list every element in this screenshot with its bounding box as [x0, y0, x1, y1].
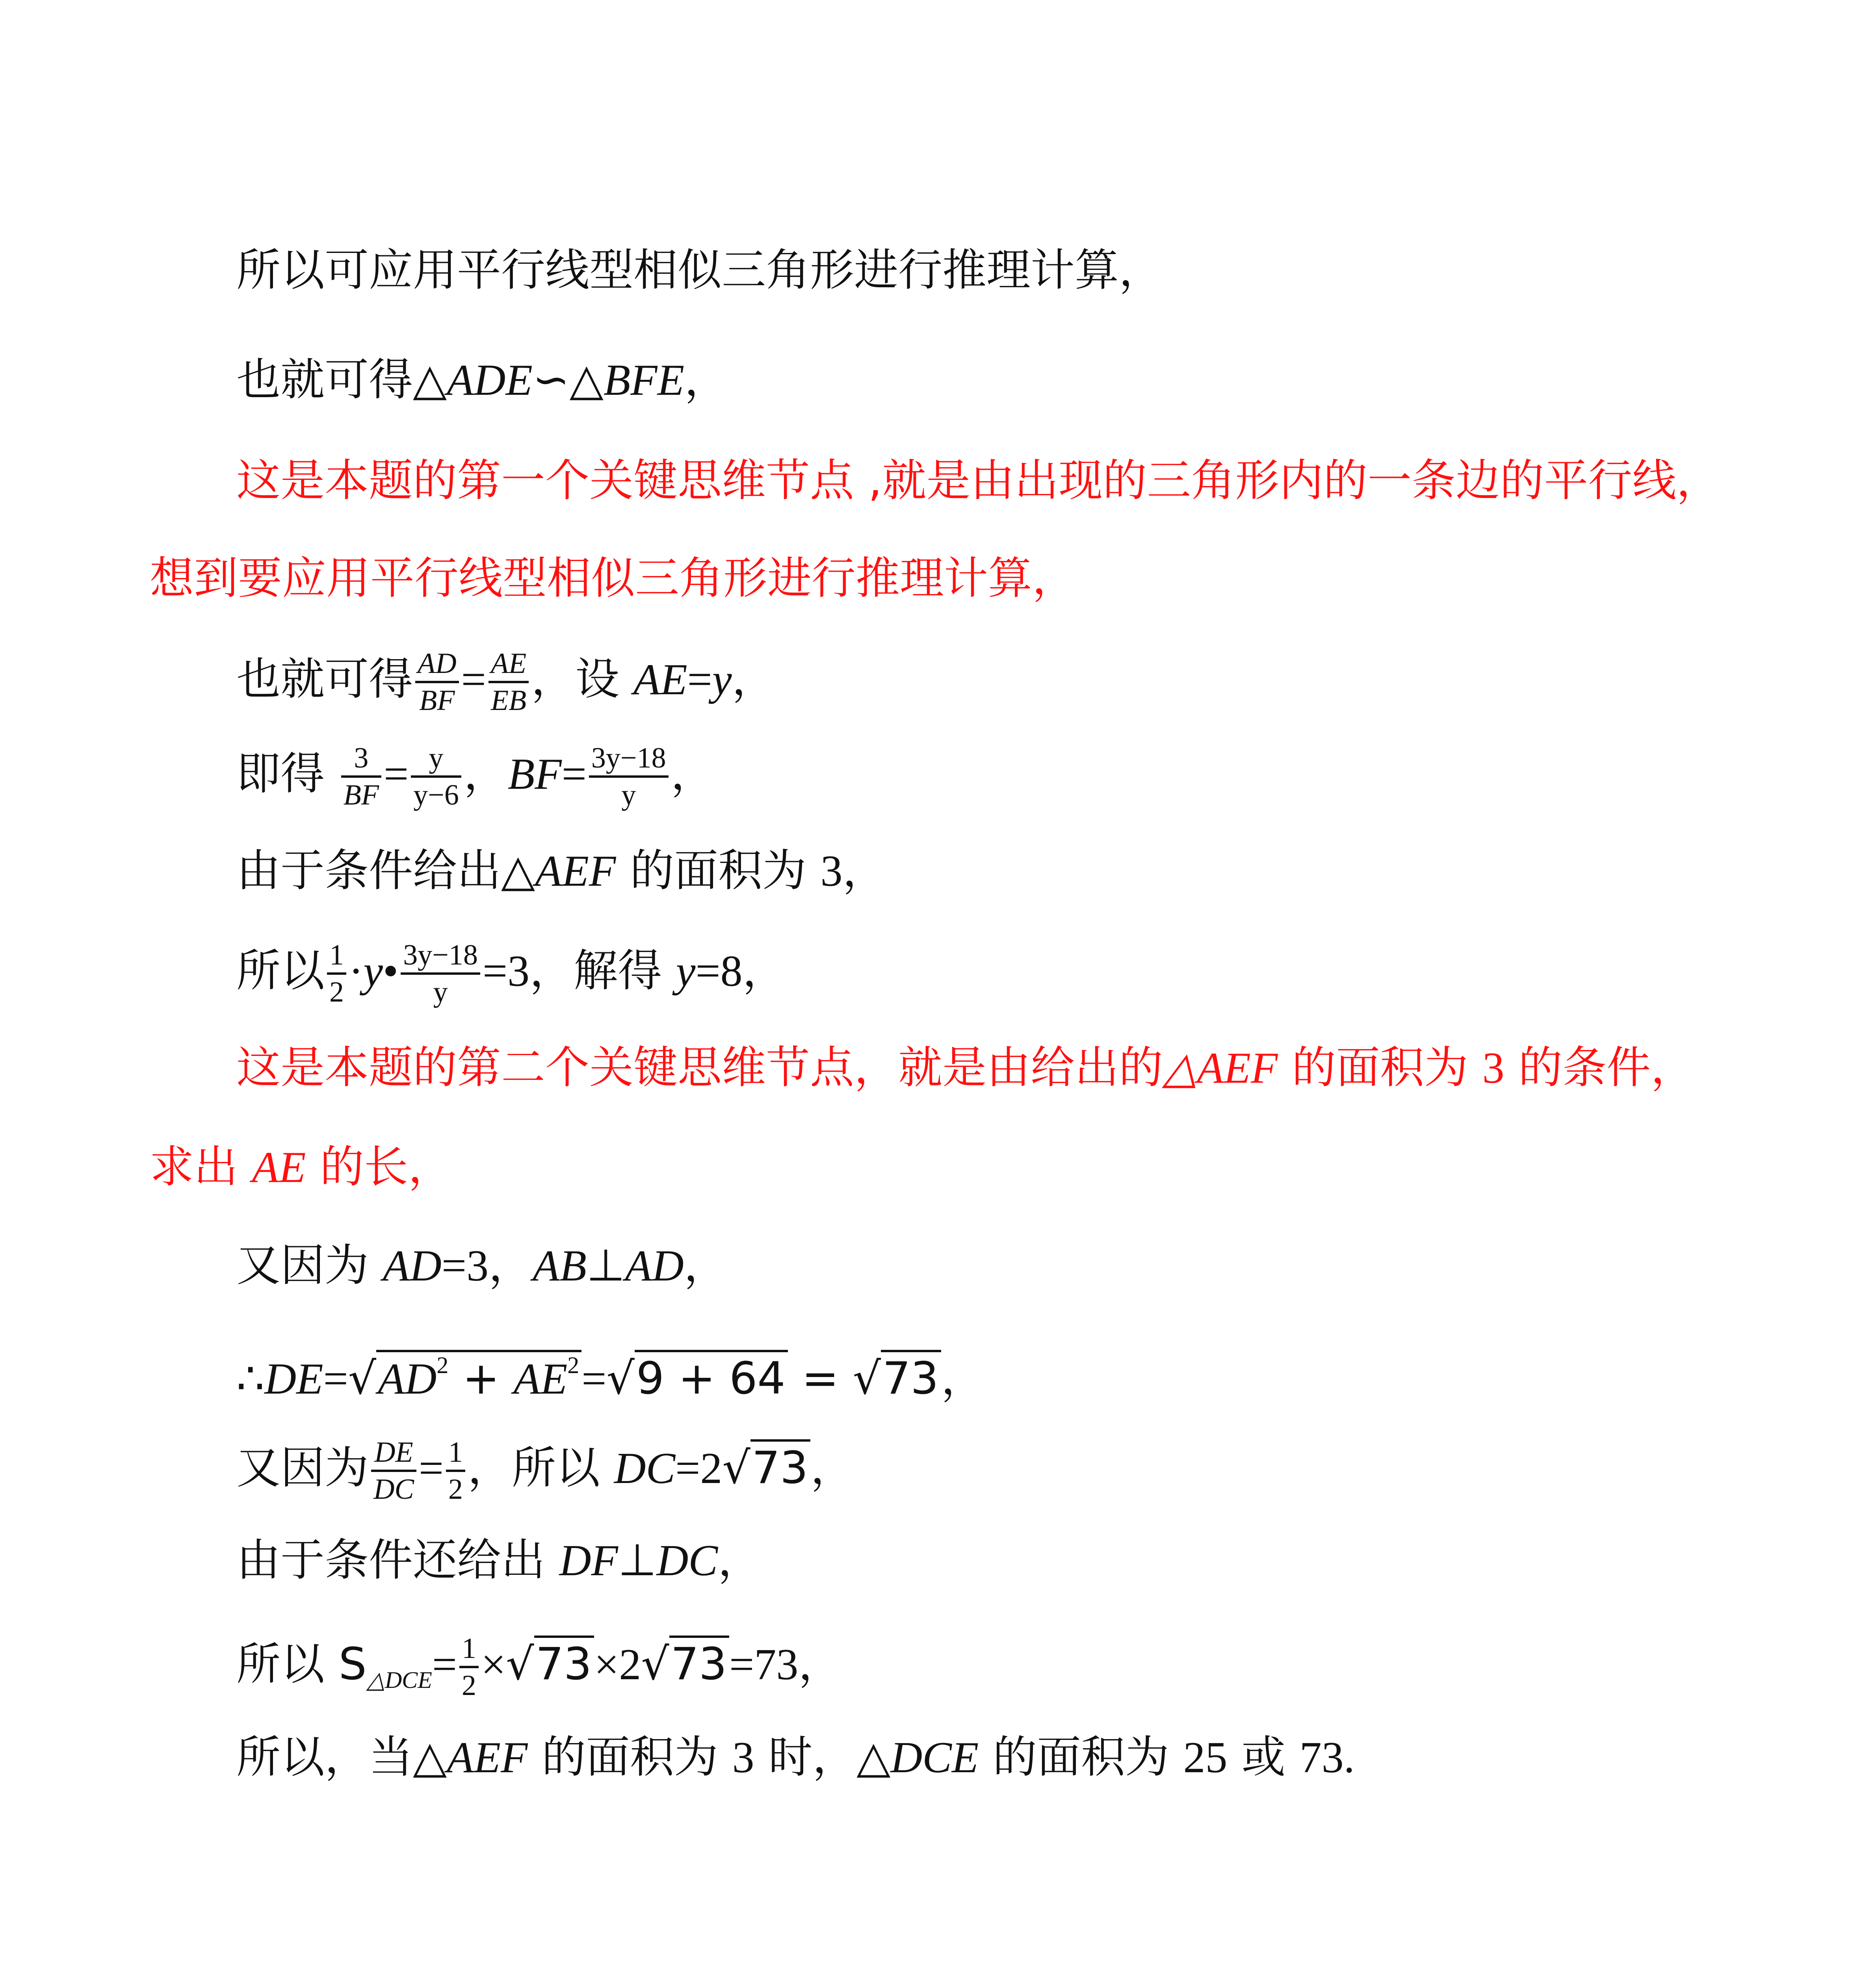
- text: 也就可得: [236, 653, 413, 705]
- radicand: [376, 1350, 581, 1404]
- radicand: 73: [881, 1350, 941, 1404]
- radical-sign: √: [506, 1638, 534, 1690]
- text: 的面积为: [979, 1732, 1183, 1783]
- text: ，: [718, 1535, 762, 1586]
- math: BFE: [603, 356, 685, 405]
- triangle-symbol: △: [501, 847, 535, 896]
- text: 又因为: [236, 1442, 369, 1494]
- denominator: 2: [448, 1473, 463, 1505]
- denominator: DC: [373, 1473, 414, 1505]
- text-line-5: [236, 646, 776, 718]
- math: BF: [507, 749, 562, 799]
- text: ，: [810, 1442, 855, 1494]
- text-line-11: [236, 1238, 728, 1294]
- denominator: BF: [343, 779, 379, 811]
- triangle-symbol: △: [413, 356, 447, 405]
- math: ×2: [594, 1640, 641, 1689]
- therefore-symbol: ∴: [236, 1353, 265, 1404]
- text: 也就可得: [236, 354, 413, 405]
- equals: =: [461, 655, 486, 704]
- math: AD: [383, 1241, 442, 1290]
- exponent: 2: [436, 1352, 449, 1378]
- text: 的面积为: [1278, 1042, 1482, 1093]
- math: △AEF: [1163, 1044, 1278, 1093]
- math: AEF: [535, 847, 616, 896]
- text-line-13: [236, 1435, 854, 1507]
- denominator: BF: [419, 684, 455, 717]
- number: 3: [1482, 1044, 1505, 1093]
- triangle-symbol: △: [569, 356, 604, 405]
- text: 即得: [236, 748, 339, 799]
- highlight-line-4: [150, 1139, 452, 1195]
- radical-sign: √: [641, 1638, 669, 1690]
- math: AE: [633, 655, 687, 704]
- text: 的面积为: [528, 1732, 732, 1783]
- triangle-symbol: △: [856, 1733, 891, 1782]
- fraction: [401, 938, 480, 1009]
- triangle-symbol: △: [413, 1733, 447, 1782]
- math: y: [676, 946, 696, 996]
- math: AE: [252, 1143, 306, 1192]
- radical-sign: √: [348, 1353, 377, 1404]
- equals: =: [432, 1640, 457, 1689]
- text-line-1: 所以可应用平行线型相似三角形进行推理计算，: [236, 245, 1163, 296]
- fraction: [446, 1435, 465, 1507]
- equals: =: [384, 749, 409, 799]
- exponent: 2: [567, 1352, 580, 1378]
- math: =3: [441, 1241, 489, 1290]
- text-line-8: [236, 938, 787, 1009]
- text-line-2: [236, 352, 728, 408]
- fraction: [411, 741, 461, 812]
- times: ×: [481, 1640, 506, 1689]
- text: 的长，: [306, 1141, 453, 1193]
- text: ，: [489, 1240, 533, 1291]
- math: DC: [614, 1444, 676, 1493]
- similar-symbol: ∽: [532, 356, 570, 405]
- numerator: AE: [489, 646, 529, 683]
- perpendicular-symbol: ⊥: [586, 1241, 625, 1290]
- radical-sign: √: [853, 1353, 881, 1404]
- text: ，: [742, 945, 787, 996]
- text: ，: [684, 354, 729, 405]
- math: AD: [625, 1241, 684, 1290]
- text: 或: [1227, 1732, 1300, 1783]
- number: 73.: [1299, 1733, 1355, 1782]
- text-line-15: [236, 1631, 842, 1708]
- radicand: 73: [534, 1635, 594, 1690]
- text: ，所以: [467, 1442, 614, 1494]
- numerator: 1: [459, 1631, 479, 1668]
- numerator: y: [411, 741, 461, 778]
- radical-sign: √: [722, 1442, 750, 1494]
- bullet: •: [383, 946, 399, 996]
- text: ，: [732, 653, 776, 705]
- text: ，设: [531, 653, 633, 705]
- text: 所以 S: [236, 1638, 367, 1690]
- numerator: 1: [327, 938, 346, 975]
- text: 求出: [150, 1141, 252, 1193]
- text: ，: [463, 748, 508, 799]
- numerator: 3y−18: [401, 938, 480, 975]
- fraction: [415, 646, 459, 718]
- text-line-16: [236, 1730, 1355, 1785]
- text: 由于条件给出: [236, 845, 501, 896]
- highlight-line-1: 这是本题的第一个关键思维节点 ,就是由出现的三角形内的一条边的平行线，: [236, 455, 1721, 506]
- radicand: 73: [750, 1439, 811, 1494]
- math: y: [712, 655, 732, 704]
- text: 又因为: [236, 1240, 383, 1291]
- number: 25: [1183, 1733, 1228, 1782]
- dot: ·: [349, 946, 364, 996]
- equals: =: [581, 1355, 607, 1403]
- text: ，: [671, 748, 715, 799]
- text: 的条件，: [1504, 1042, 1695, 1093]
- denominator: y: [621, 779, 636, 811]
- highlight-line-2: 想到要应用平行线型相似三角形进行推理计算，: [150, 553, 1076, 604]
- math: AB: [533, 1241, 587, 1290]
- text: 所以，当: [236, 1732, 413, 1783]
- equals: =: [418, 1444, 444, 1493]
- text: ，: [941, 1353, 985, 1404]
- denominator: 2: [329, 976, 344, 1008]
- denominator: EB: [490, 684, 527, 717]
- text: 这是本题的第二个关键思维节点，就是由给出的: [236, 1042, 1163, 1093]
- math: AD: [378, 1355, 437, 1403]
- text: 的面积为: [616, 845, 821, 896]
- text-line-7: [236, 843, 887, 899]
- math: AE: [513, 1355, 568, 1403]
- text: 时，: [754, 1732, 857, 1783]
- text-line-14: [236, 1533, 762, 1588]
- text-line-6: [236, 741, 715, 812]
- math: =2: [675, 1444, 723, 1493]
- number: 3: [732, 1733, 754, 1782]
- denominator: 2: [462, 1669, 477, 1702]
- fraction: [371, 1435, 416, 1507]
- fraction: [459, 1631, 479, 1703]
- denominator: y: [433, 976, 448, 1008]
- math: DCE: [890, 1733, 979, 1782]
- math: DF: [559, 1536, 618, 1585]
- math: =8: [695, 946, 743, 996]
- text: ，: [684, 1240, 728, 1291]
- fraction: [341, 741, 381, 812]
- numerator: AD: [415, 646, 459, 683]
- equals: =: [323, 1355, 348, 1403]
- highlight-line-3: [236, 1040, 1695, 1096]
- numerator: 3y−18: [589, 741, 669, 778]
- math: ADE: [447, 356, 533, 405]
- text: 所以: [236, 945, 325, 996]
- text: ，解得: [529, 945, 676, 996]
- math: AEF: [447, 1733, 528, 1782]
- math: DC: [656, 1536, 718, 1585]
- numerator: DE: [371, 1435, 416, 1472]
- denominator: y−6: [413, 779, 459, 811]
- subscript: △DCE: [366, 1667, 432, 1693]
- text: ，: [842, 845, 887, 896]
- math: =3: [482, 946, 530, 996]
- text-line-12: [236, 1338, 985, 1407]
- fraction: [589, 741, 669, 812]
- numerator: 3: [341, 741, 381, 778]
- number: 3: [820, 847, 843, 896]
- fraction: [327, 938, 346, 1009]
- radicand: 9 + 64: [635, 1350, 788, 1404]
- math: DE: [264, 1355, 323, 1403]
- plus: +: [448, 1353, 514, 1404]
- text: ，: [798, 1638, 843, 1690]
- text: 由于条件还给出: [236, 1535, 559, 1586]
- fraction: [489, 646, 529, 718]
- radical-sign: √: [606, 1353, 635, 1404]
- radicand: 73: [669, 1635, 730, 1690]
- perpendicular-symbol: ⊥: [618, 1536, 657, 1585]
- math: =73: [729, 1640, 799, 1689]
- equals: =: [788, 1353, 853, 1404]
- equals: =: [561, 749, 587, 799]
- numerator: 1: [446, 1435, 465, 1472]
- equals: =: [687, 655, 712, 704]
- math: y: [363, 946, 383, 996]
